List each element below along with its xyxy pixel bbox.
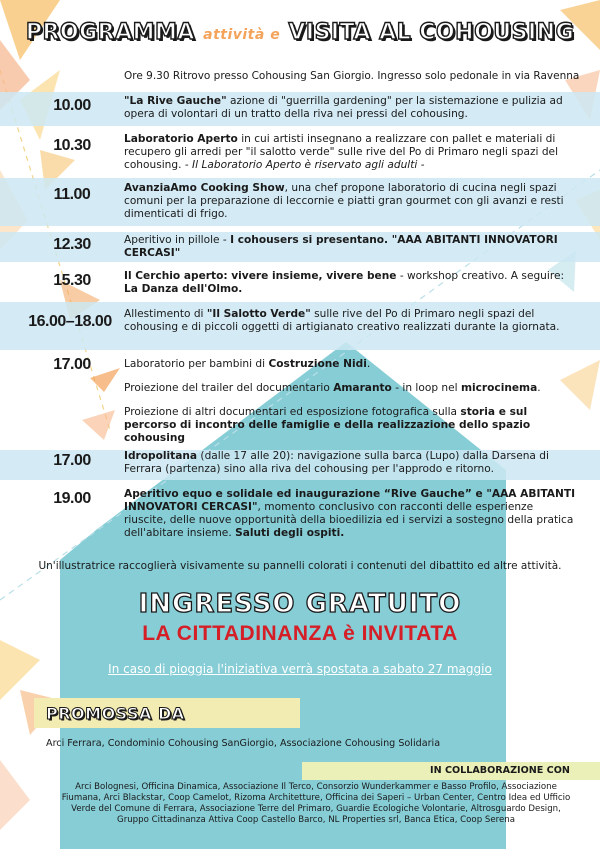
schedule-time: 12.30	[53, 236, 91, 253]
title-visita: VISITA AL COHOUSING	[288, 20, 575, 45]
closing-note: Un'illustratrice raccoglierà visivamente su pannelli colorati i contenuti del dibattito ed altre attività.	[38, 560, 562, 572]
schedule-time: 11.00	[53, 186, 91, 203]
schedule-time: 17.00	[53, 356, 91, 373]
schedule-time: 19.00	[53, 490, 91, 507]
promoters-list: Arci Ferrara, Condominio Cohousing SanGiorgio, Associazione Cohousing Solidaria	[46, 738, 441, 749]
triangle-shape	[82, 410, 115, 440]
title-programma: PROGRAMMA	[25, 20, 195, 45]
schedule-time: 16.00–18.00	[28, 313, 112, 330]
collab-label: IN COLLABORAZIONE CON	[430, 765, 570, 776]
schedule-desc: "La Rive Gauche" azione di "guerrilla gardening" per la sistemazione e pulizia ad opera di volontari di un tratto della riva nei pressi del cohousing.	[124, 95, 563, 120]
schedule-desc: AvanziaAmo Cooking Show, una chef propone laboratorio di cucina negli spazi comuni per la preparazione di leccornie e piatti gran gourmet con gli avanzi e resti dimenticati di frigo.	[124, 182, 564, 220]
intro-text: Ore 9.30 Ritrovo presso Cohousing San Giorgio. Ingresso solo pedonale in via Ravenna	[124, 70, 580, 82]
schedule-desc: Aperitivo in pillole - I cohousers si presentano. "AAA ABITANTI INNOVATORI CERCASI"	[124, 234, 558, 259]
cittadinanza-invitata: LA CITTADINANZA è INVITATA	[142, 622, 458, 645]
ingresso-gratuito: INGRESSO GRATUITO	[138, 589, 462, 613]
promossa-label: PROMOSSA DA	[46, 704, 185, 723]
triangle-shape	[0, 760, 30, 830]
schedule-desc: Proiezione del trailer del documentario Amaranto - in loop nel microcinema.	[124, 382, 541, 394]
schedule-desc: Il Cerchio aperto: vivere insieme, vivere bene - workshop creativo. A seguire: La Danza dell'Olmo.	[124, 270, 565, 295]
schedule-time: 10.00	[53, 97, 91, 114]
collab-list: Arci Bolognesi, Officina Dinamica, Associazione Il Terco, Consorzio Wunderkammer e Basso Profilo, Associazione Fiumana, Arci Blackstar, Coop Camelot, Rizoma Architetture, Officina dei Saperi – Urban Center, Centro Idea ed Ufficio Verde del Comune di Ferrara, Associazione Terre del Primaro, Guardie Ecologiche Volontarie, Altrosguardo Design, Gruppo Cittadinanza Attiva Coop Castello Barco, NL Properties srl, Banca Etica, Coop Serena	[61, 782, 571, 825]
schedule-time: 17.00	[53, 452, 91, 469]
schedule-desc: Laboratorio Aperto in cui artisti insegnano a realizzare con pallet e materiali di recupero gli arredi per "il salotto verde" sulle rive del Po di Primaro negli spazi del cohousing. - Il Laboratorio Aperto è riservato agli adulti -	[124, 133, 559, 171]
schedule-desc: Idropolitana (dalle 17 alle 20): navigazione sulla barca (Lupo) dalla Darsena di Ferrara (partenza) sino alla riva del cohousing per l'approdo e ritorno.	[124, 450, 549, 475]
title-connector: attività e	[203, 27, 281, 43]
schedule-time: 10.30	[53, 137, 91, 154]
schedule-desc: Laboratorio per bambini di Costruzione Nidi.	[124, 358, 371, 370]
schedule-desc: Proiezione di altri documentari ed esposizione fotografica sulla storia e sul percorso di incontro delle famiglie e della realizzazione dello spazio cohousing	[124, 406, 531, 444]
schedule-desc: Aperitivo equo e solidale ed inaugurazione “Rive Gauche” e "AAA ABITANTI INNOVATORI CERCASI", momento conclusivo con racconti delle esperienze riuscite, delle nuove opportunità della bioedilizia ed i servizi a sostegno della pratica dell'abitare insieme. Saluti degli ospiti.	[124, 488, 576, 539]
rain-note: In caso di pioggia l'iniziativa verrà spostata a sabato 27 maggio	[108, 662, 492, 676]
schedule-time: 15.30	[53, 272, 91, 289]
page-title	[0, 20, 600, 45]
schedule-desc: Allestimento di "Il Salotto Verde" sulle rive del Po di Primaro negli spazi del cohousing e di piccoli oggetti di artigianato creativo realizzati durante la giornata.	[124, 308, 560, 333]
